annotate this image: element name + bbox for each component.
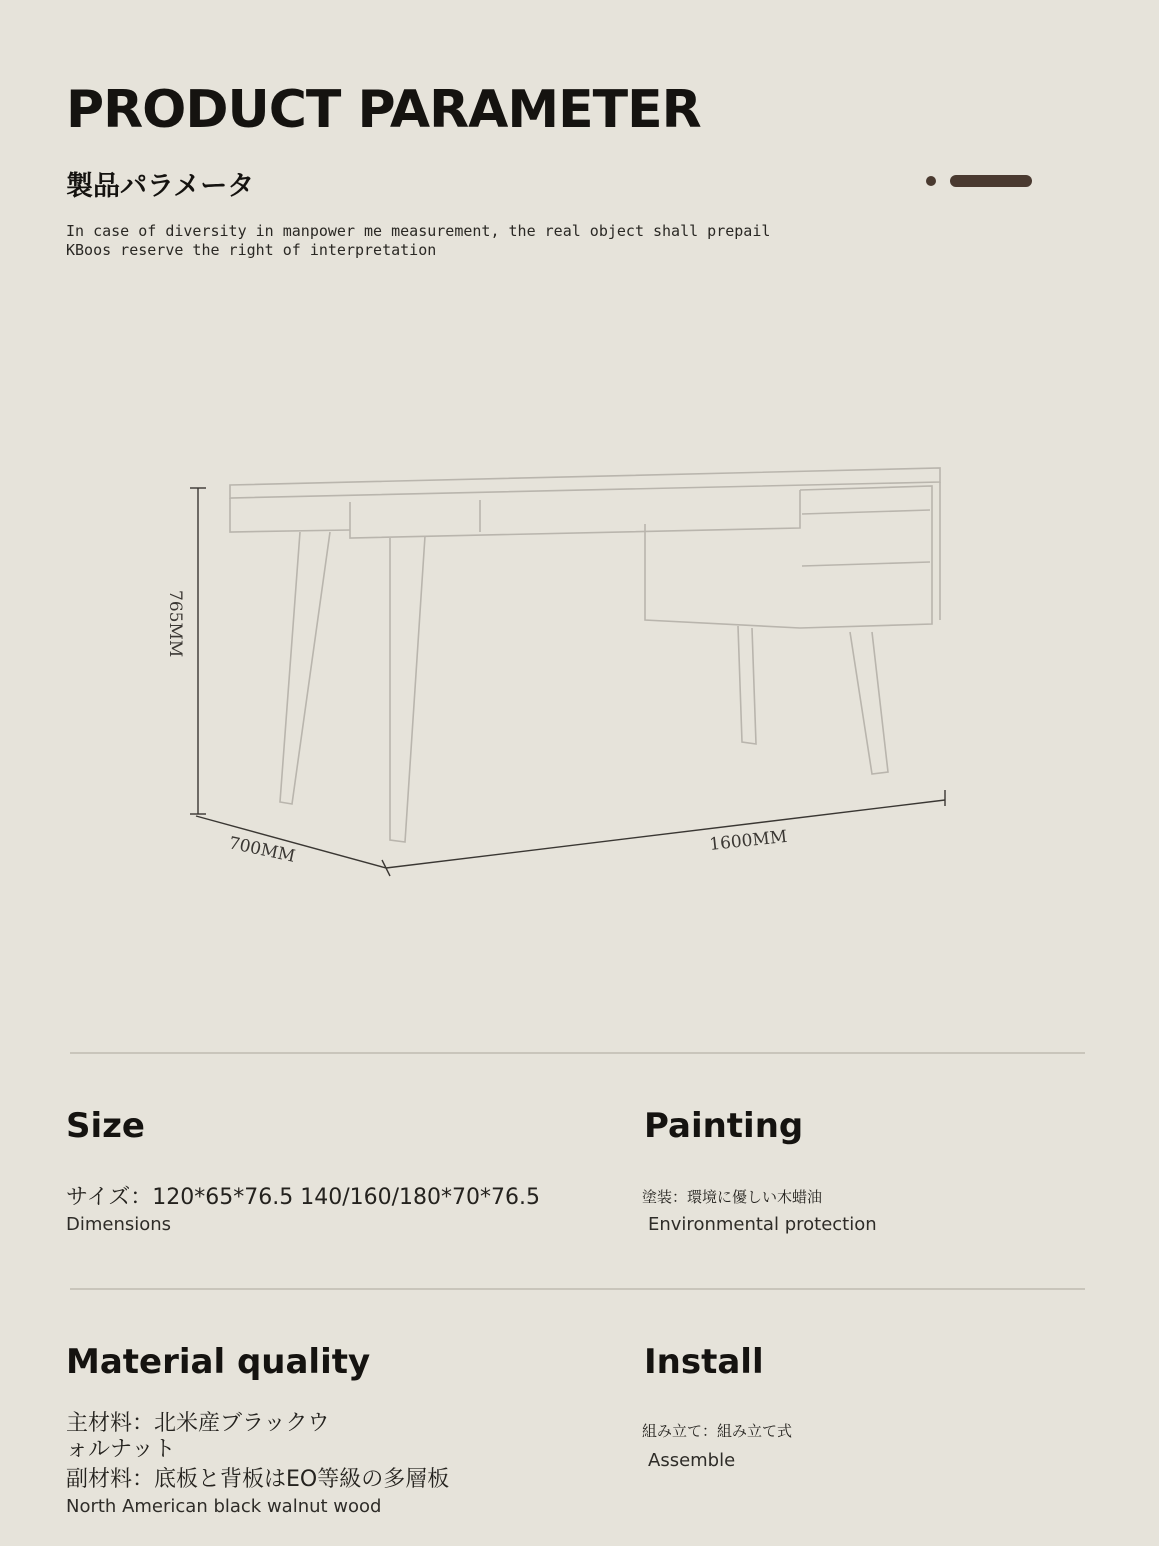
desk-drawing-svg	[150, 440, 980, 900]
disclaimer-note	[66, 222, 770, 260]
divider-middle	[70, 1288, 1085, 1290]
disclaimer-line-2: KBoos reserve the right of interpretation	[66, 241, 437, 259]
install-heading: Install	[644, 1342, 764, 1382]
size-value: サイズ：120*65*76.5 140/160/180*70*76.5	[66, 1185, 540, 1210]
dimension-lines	[190, 488, 945, 876]
decorative-dot	[926, 176, 936, 186]
divider-top	[70, 1052, 1085, 1054]
height-dimension-label: 765MM	[165, 590, 185, 658]
depth-dimension-label: 700MM	[226, 833, 297, 867]
install-english: Assemble	[648, 1450, 736, 1471]
desk-line-drawing	[150, 440, 980, 900]
decorative-bar	[950, 175, 1032, 187]
install-value: 組み立て：組み立て式	[642, 1422, 793, 1440]
material-heading: Material quality	[66, 1342, 371, 1382]
material-english: North American black walnut wood	[66, 1496, 382, 1517]
size-heading: Size	[66, 1106, 145, 1146]
page-title: PRODUCT PARAMETER	[66, 80, 701, 140]
painting-english: Environmental protection	[648, 1214, 877, 1235]
page-subtitle: 製品パラメータ	[66, 171, 255, 202]
painting-heading: Painting	[644, 1106, 804, 1146]
painting-value: 塗装：環境に優しい木蜡油	[642, 1188, 823, 1206]
disclaimer-line-1: In case of diversity in manpower me measurement, the real object shall prepail	[66, 222, 771, 240]
size-english: Dimensions	[66, 1214, 172, 1235]
material-line-1: 主材料：北米産ブラックウ	[66, 1411, 330, 1436]
material-line-3: 副材料：底板と背板はEO等級の多層板	[66, 1467, 450, 1492]
desk-outline	[230, 468, 940, 842]
material-line-2: ォルナット	[66, 1437, 176, 1462]
width-dimension-label: 1600MM	[708, 826, 789, 855]
